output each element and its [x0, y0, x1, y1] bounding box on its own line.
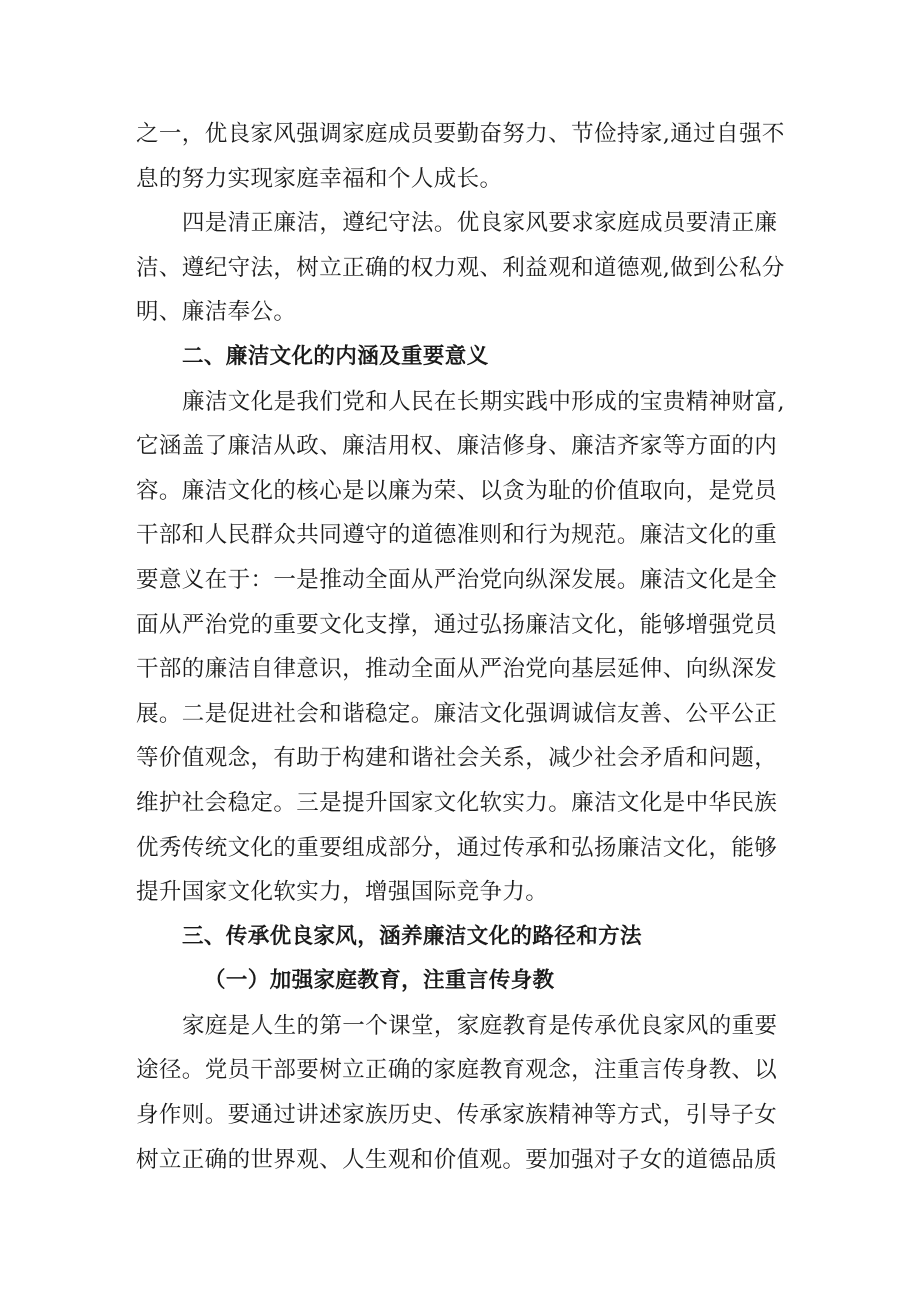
section-heading: 二、廉洁文化的内涵及重要意义 — [182, 343, 489, 369]
paragraph-line: 途径。党员干部要树立正确的家庭教育观念，注重言传身教、以 — [136, 1057, 778, 1084]
paragraph-line: 展。二是促进社会和谐稳定。廉洁文化强调诚信友善、公平公正 — [136, 700, 778, 727]
paragraph-line: 维护社会稳定。三是提升国家文化软实力。廉洁文化是中华民族 — [136, 789, 778, 816]
paragraph-line: 它涵盖了廉洁从政、廉洁用权、廉洁修身、廉洁齐家等方面的内 — [136, 433, 778, 460]
paragraph-line: 等价值观念，有助于构建和谐社会关系，减少社会矛盾和问题， — [136, 745, 778, 772]
paragraph-line: 洁、遵纪守法，树立正确的权力观、利益观和道德观,做到公私分 — [136, 254, 785, 281]
paragraph-line: 廉洁文化是我们党和人民在长期实践中形成的宝贵精神财富, — [182, 388, 785, 415]
section-heading: 三、传承优良家风，涵养廉洁文化的路径和方法 — [182, 923, 642, 949]
subsection-heading: （一）加强家庭教育，注重言传身教 — [204, 968, 555, 994]
paragraph-line: 干部和人民群众共同遵守的道德准则和行为规范。廉洁文化的重 — [136, 522, 778, 549]
paragraph-line: 之一，优良家风强调家庭成员要勤奋努力、节俭持家,通过自强不 — [136, 121, 785, 147]
paragraph-line: 树立正确的世界观、人生观和价值观。要加强对子女的道德品质 — [136, 1146, 778, 1173]
paragraph-line: 要意义在于：一是推动全面从严治党向纵深发展。廉洁文化是全 — [136, 566, 778, 593]
paragraph-line: 面从严治党的重要文化支撑，通过弘扬廉洁文化，能够增强党员 — [136, 611, 778, 638]
paragraph-line: 提升国家文化软实力，增强国际竞争力。 — [136, 879, 549, 906]
paragraph-line: 明、廉洁奉公。 — [136, 299, 297, 326]
paragraph-line: 优秀传统文化的重要组成部分，通过传承和弘扬廉洁文化，能够 — [136, 834, 778, 861]
paragraph-line: 四是清正廉洁，遵纪守法。优良家风要求家庭成员要清正廉 — [182, 210, 778, 237]
document-page — [136, 112, 796, 1182]
paragraph-line: 容。廉洁文化的核心是以廉为荣、以贪为耻的价值取向，是党员 — [136, 477, 778, 504]
paragraph-line: 息的努力实现家庭幸福和个人成长。 — [136, 165, 503, 192]
paragraph-line: 身作则。要通过讲述家族历史、传承家族精神等方式，引导子女 — [136, 1102, 778, 1129]
paragraph-line: 家庭是人生的第一个课堂，家庭教育是传承优良家风的重要 — [182, 1012, 778, 1039]
paragraph-line: 干部的廉洁自律意识，推动全面从严治党向基层延伸、向纵深发 — [136, 656, 778, 683]
